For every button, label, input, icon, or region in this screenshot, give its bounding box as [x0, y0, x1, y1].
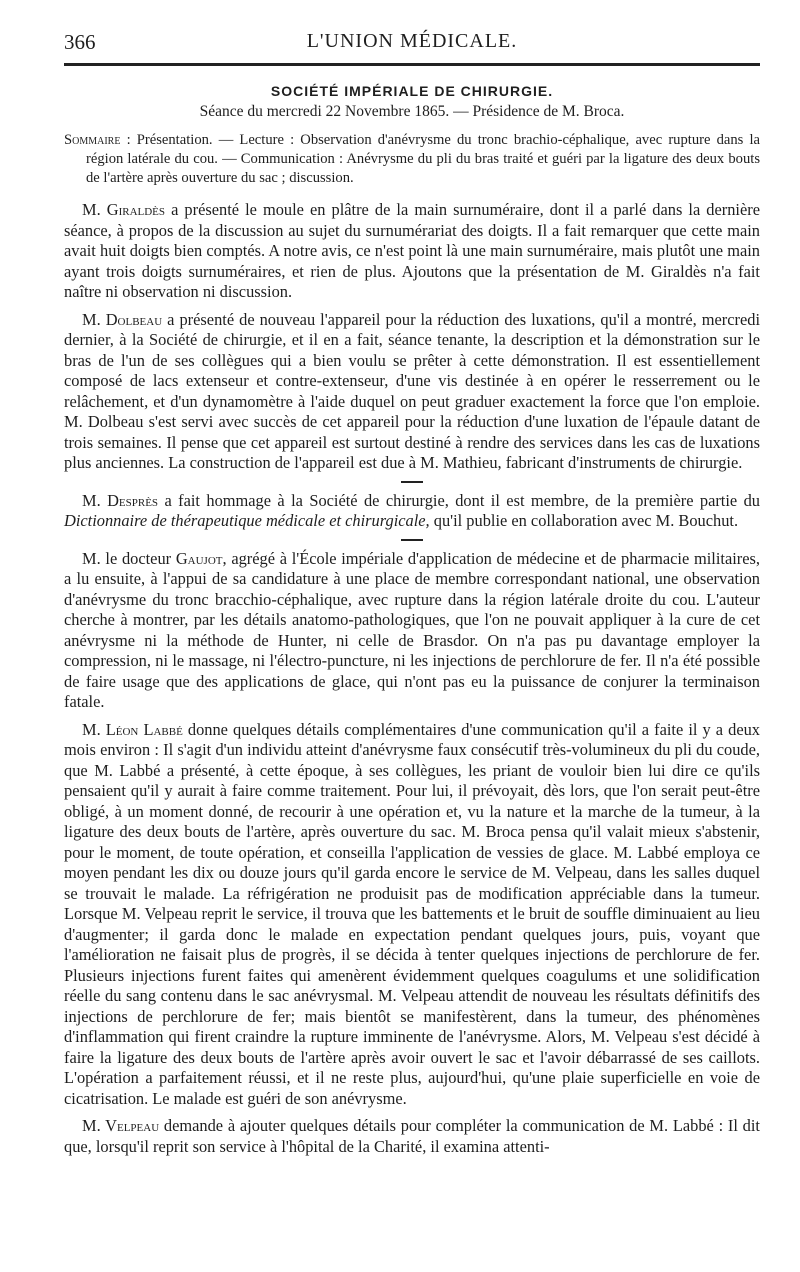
summary-text: Présentation. — Lecture : Observation d'anévrysme du tronc brachio-céphalique, avec rupture dans la région latérale du cou. — Communication : Anévrysme du pli du bras traité et guéri par la ligature des deux bouts de l'artère après ouverture du sac ; discussion. — [86, 132, 760, 186]
speaker-name: M. Desprès — [82, 490, 159, 510]
speaker-name: M. Giraldès — [82, 200, 166, 219]
paragraph-text: a présenté de nouveau l'appareil pour la réduction des luxations, qu'il a montré, mercredi dernier, à la Société de chirurgie, et il en a fait, séance tenante, la description et la démonstration sur le bras de l'un de ses collègues qui a bien voulu se prêter à cette démonstration. Il est essentiellement composé de lacs extenseur et contre-extenseur, d'une vis destinée à en opérer le resserrement ou le relâchement, et d'un dynamomètre à l'aide duquel on peut graduer exactement la force que l'on emploie. M. Dolbeau s'est servi avec succès de cet appareil pour la réduction d'une luxation de l'épaule datant de trois semaines. Il pense que cet appareil est surtout destiné à rendre des services dans les cas de luxations plus anciennes. La construction de l'appareil est due à M. Mathieu, fabricant d'instruments de chirurgie. — [64, 309, 761, 472]
book-title: Dictionnaire de thérapeutique médicale et chirurgicale, — [64, 511, 430, 530]
paragraph-text-end: qu'il publie en collaboration avec M. Bouchut. — [429, 511, 739, 530]
paragraph-velpeau — [64, 1116, 760, 1157]
speaker-name: M. Léon Labbé — [82, 719, 183, 739]
separator-rule — [401, 481, 423, 483]
paragraph-despres — [64, 491, 760, 532]
paragraph-labbe — [64, 720, 760, 1110]
separator-rule — [401, 539, 423, 541]
section-title: SOCIÉTÉ IMPÉRIALE DE CHIRURGIE. — [270, 83, 554, 99]
summary — [64, 131, 760, 188]
summary-label: Sommaire : — [64, 132, 131, 148]
paragraph-text: donne quelques détails complémentaires d'une communication qu'il a faite il y a deux mois environ : Il s'agit d'un individu atteint d'anévrysme faux consécutif très-volumineux du pli du coude, que M. Labbé a présenté, à cette époque, à ses collègues, les priant de vouloir bien lui dire ce qu'ils pensaient qu'il y aurait à faire comme traitement. Pour lui, il prévoyait, dès lors, que l'on serait peut-être obligé, à un moment donné, de recourir à une opération et, vu la nature et la marche de la tumeur, à la ligature des deux bouts de l'artère, après ouverture du sac. M. Broca pensa qu'il valait mieux s'abstenir, pour le moment, de toute opération, et conseilla l'application de vessies de glace. M. Labbé employa ce moyen pendant les dix ou douze jours qu'il garda encore le service de M. Velpeau, dans les salles duquel se trouvait le malade. La réfrigération ne produisit pas de modification appréciable dans la tumeur. Lorsque M. Velpeau reprit le service, il trouva que les battements et le bruit de souffle diminuaient au lieu d'augmenter; il garda donc le malade en expectation pendant quelques jours, puis, voyant que l'amélioration ne faisait plus de progrès, il se décida à tenter quelques injections de perchlorure de fer. Plusieurs injections furent faites qui amenèrent évidemment quelques coagulums et une solidification réelle du sang contenu dans le sac anévrysmal. M. Velpeau attendit de nouveau les résultats définitifs des injections de perchlorure de fer; mais bientôt se manifestèrent, dans la tumeur, des phénomènes d'inflammation qui firent craindre la rupture imminente de l'anévrysme. Alors, M. Velpeau s'est décidé à faire la ligature des deux bouts de l'artère après avoir ouvert le sac et l'avoir débarrassé de ses caillots. L'opération a parfaitement réussi, et il ne reste plus, aujourd'hui, qu'une plaie superficielle en voie de cicatrisation. Le malade est guéri de son anévrysme. — [64, 719, 760, 1108]
paragraph-text: demande à ajouter quelques détails pour compléter la communication de M. Labbé : Il dit que, lorsqu'il reprit son service à l'hôpital de la Charité, il examina attenti- — [64, 1116, 760, 1156]
paragraph-giraldes — [64, 200, 760, 303]
speaker-name: M. Velpeau — [82, 1116, 160, 1135]
paragraph-dolbeau — [64, 310, 760, 474]
page-number: 366 — [64, 30, 96, 54]
running-title: L'UNION MÉDICALE. — [306, 30, 518, 52]
speaker-name: Gaujot — [175, 548, 223, 568]
paragraph-text: a présenté le moule en plâtre de la main surnuméraire, dont il a parlé dans la dernière séance, à propos de la discussion au sujet du surnumérariat des doigts. Il a fait remarquer que cette main avait huit doigts bien comptés. A notre avis, ce n'est point là une main surnuméraire, mais plutôt une main ayant trois doigts surnuméraires, et rien de plus. Ajoutons que la présentation de M. Giraldès n'a fait naître ni observation ni discussion. — [64, 200, 760, 301]
paragraph-gaujot — [64, 549, 760, 713]
paragraph-text: , agrégé à l'École impériale d'application de médecine et de pharmacie militaires, a lu ensuite, à l'appui de sa candidature à une place de membre correspondant national, une observation d'anévrysme du tronc bracchio-céphalique, avec rupture dans la région latérale droite du cou. L'auteur cherche à montrer, par les détails anatomo-pathologiques, que l'on ne pouvait appliquer à la cure de cet anévrysme ni la méthode de Hunter, ni celle de Brasdor. On n'a pas pu davantage employer la compression, ni le massage, ni l'électro-puncture, ni les injections de perchlorure de fer. Il n'a été possible de faire usage que des applications de glace, qui n'ont pas eu la puissance de conjurer la terminaison fatale. — [64, 548, 760, 711]
article-body — [64, 77, 760, 1164]
header-rule — [64, 63, 760, 66]
page-header — [64, 30, 760, 60]
session-line: Séance du mercredi 22 Novembre 1865. — Présidence de M. Broca. — [199, 103, 625, 120]
paragraph-text: a fait hommage à la Société de chirurgie, dont il est membre, de la première partie du — [158, 490, 760, 510]
speaker-name: M. Dolbeau — [82, 309, 163, 329]
speaker-prefix: M. le docteur — [82, 548, 176, 568]
